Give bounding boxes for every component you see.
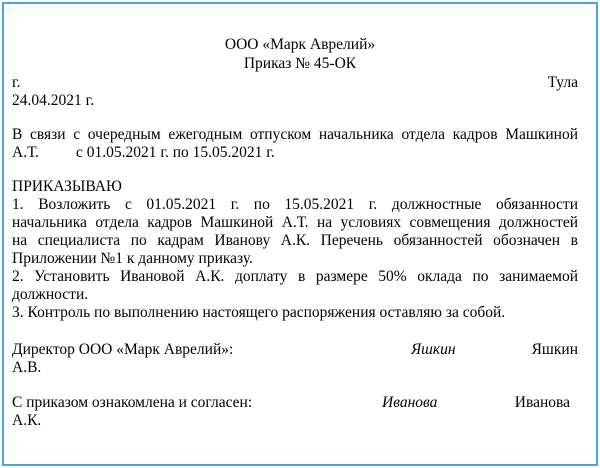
director-signature: Яшкин	[411, 341, 456, 358]
intro-line-1: В связи с очередным ежегодным отпуском начальника отдела кадров Машкиной	[12, 126, 578, 143]
organization-name: ООО «Марк Аврелий»	[224, 36, 376, 53]
employee-surname: Иванова	[514, 394, 570, 411]
employee-signature: Иванова	[382, 394, 438, 411]
intro-line-2-period: с 01.05.2021 г. по 15.05.2021 г.	[76, 144, 275, 161]
item-3: 3. Контроль по выполнению настоящего распоряжения оставляю за собой.	[12, 304, 506, 321]
intro-line-2-name: А.Т.	[12, 144, 39, 161]
order-date: 24.04.2021 г.	[12, 92, 95, 109]
director-label: Директор ООО «Марк Аврелий»:	[12, 341, 234, 358]
item-1-line-2: начальника отдела кадров Машкиной А.Т. на условиях совмещения должностей	[12, 214, 578, 231]
order-title: Приказ № 45-ОК	[243, 55, 357, 72]
order-heading: ПРИКАЗЫВАЮ	[12, 178, 122, 195]
item-1-line-4: Приложении №1 к данному приказу.	[12, 250, 253, 267]
item-2-line-2: должности.	[12, 286, 89, 303]
employee-initials: А.К.	[12, 412, 42, 429]
city-prefix: г.	[12, 74, 21, 91]
item-1-line-1: 1. Возложить с 01.05.2021 г. по 15.05.2021 г. должностные обязанности	[12, 196, 578, 213]
item-2-line-1: 2. Установить Ивановой А.К. доплату в размере 50% оклада по занимаемой	[12, 268, 578, 285]
city-name: Тула	[547, 74, 578, 91]
item-1-line-3: на специалиста по кадрам Иванову А.К. Перечень обязанностей обозначен в	[12, 232, 578, 249]
director-surname: Яшкин	[531, 341, 578, 358]
acknowledgement-label: С приказом ознакомлена и согласен:	[12, 394, 253, 411]
director-initials: А.В.	[12, 359, 42, 376]
